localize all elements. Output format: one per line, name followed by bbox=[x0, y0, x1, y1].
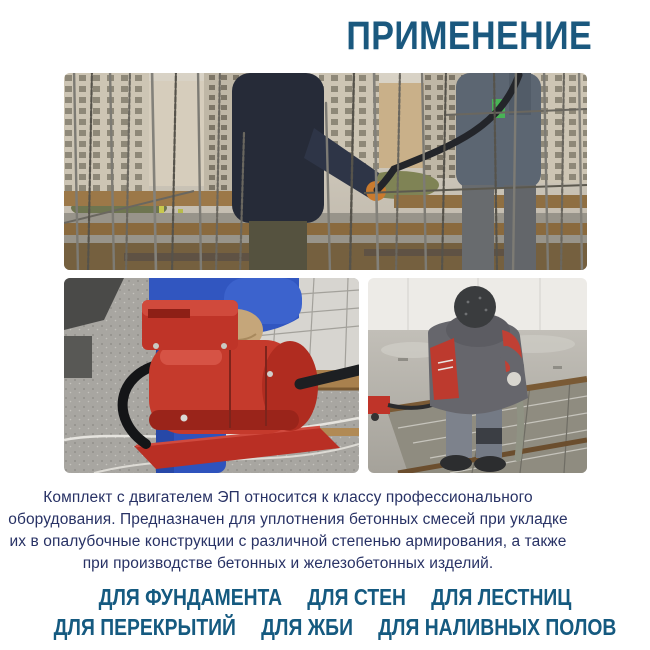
paragraph-line: оборудования. Предназначен для уплотнения бетонных смесей при укладке bbox=[8, 511, 568, 528]
application-label-precast: ДЛЯ ЖБИ bbox=[261, 614, 353, 640]
photo-red-vibrator-motor bbox=[64, 278, 359, 473]
applications-row-1 bbox=[62, 586, 608, 609]
applications-row-2 bbox=[53, 614, 617, 640]
vibrator-motor-illustration bbox=[64, 278, 359, 473]
page-title: ПРИМЕНЕНИЕ bbox=[346, 14, 592, 58]
application-label-slabs: ДЛЯ ПЕРЕКРЫТИЙ bbox=[53, 614, 236, 640]
application-label-self-leveling-floors: ДЛЯ НАЛИВНЫХ ПОЛОВ bbox=[378, 614, 617, 640]
application-label-stairs: ДЛЯ ЛЕСТНИЦ bbox=[431, 584, 572, 610]
paragraph-line: Комплект с двигателем ЭП относится к классу профессионального bbox=[43, 489, 533, 506]
description-paragraph bbox=[8, 487, 568, 575]
photo-worker-compacting-slab bbox=[368, 278, 587, 473]
worker-compacting-illustration bbox=[368, 278, 587, 473]
photo-construction-site-rebar bbox=[64, 73, 587, 270]
paragraph-line: при производстве бетонных и железобетонных изделий. bbox=[82, 555, 494, 572]
paragraph-line: их в опалубочные конструкции с различной степенью армирования, а также bbox=[9, 533, 567, 550]
application-label-foundation: ДЛЯ ФУНДАМЕНТА bbox=[98, 584, 283, 610]
application-label-walls: ДЛЯ СТЕН bbox=[307, 584, 406, 610]
construction-site-illustration bbox=[64, 73, 587, 270]
